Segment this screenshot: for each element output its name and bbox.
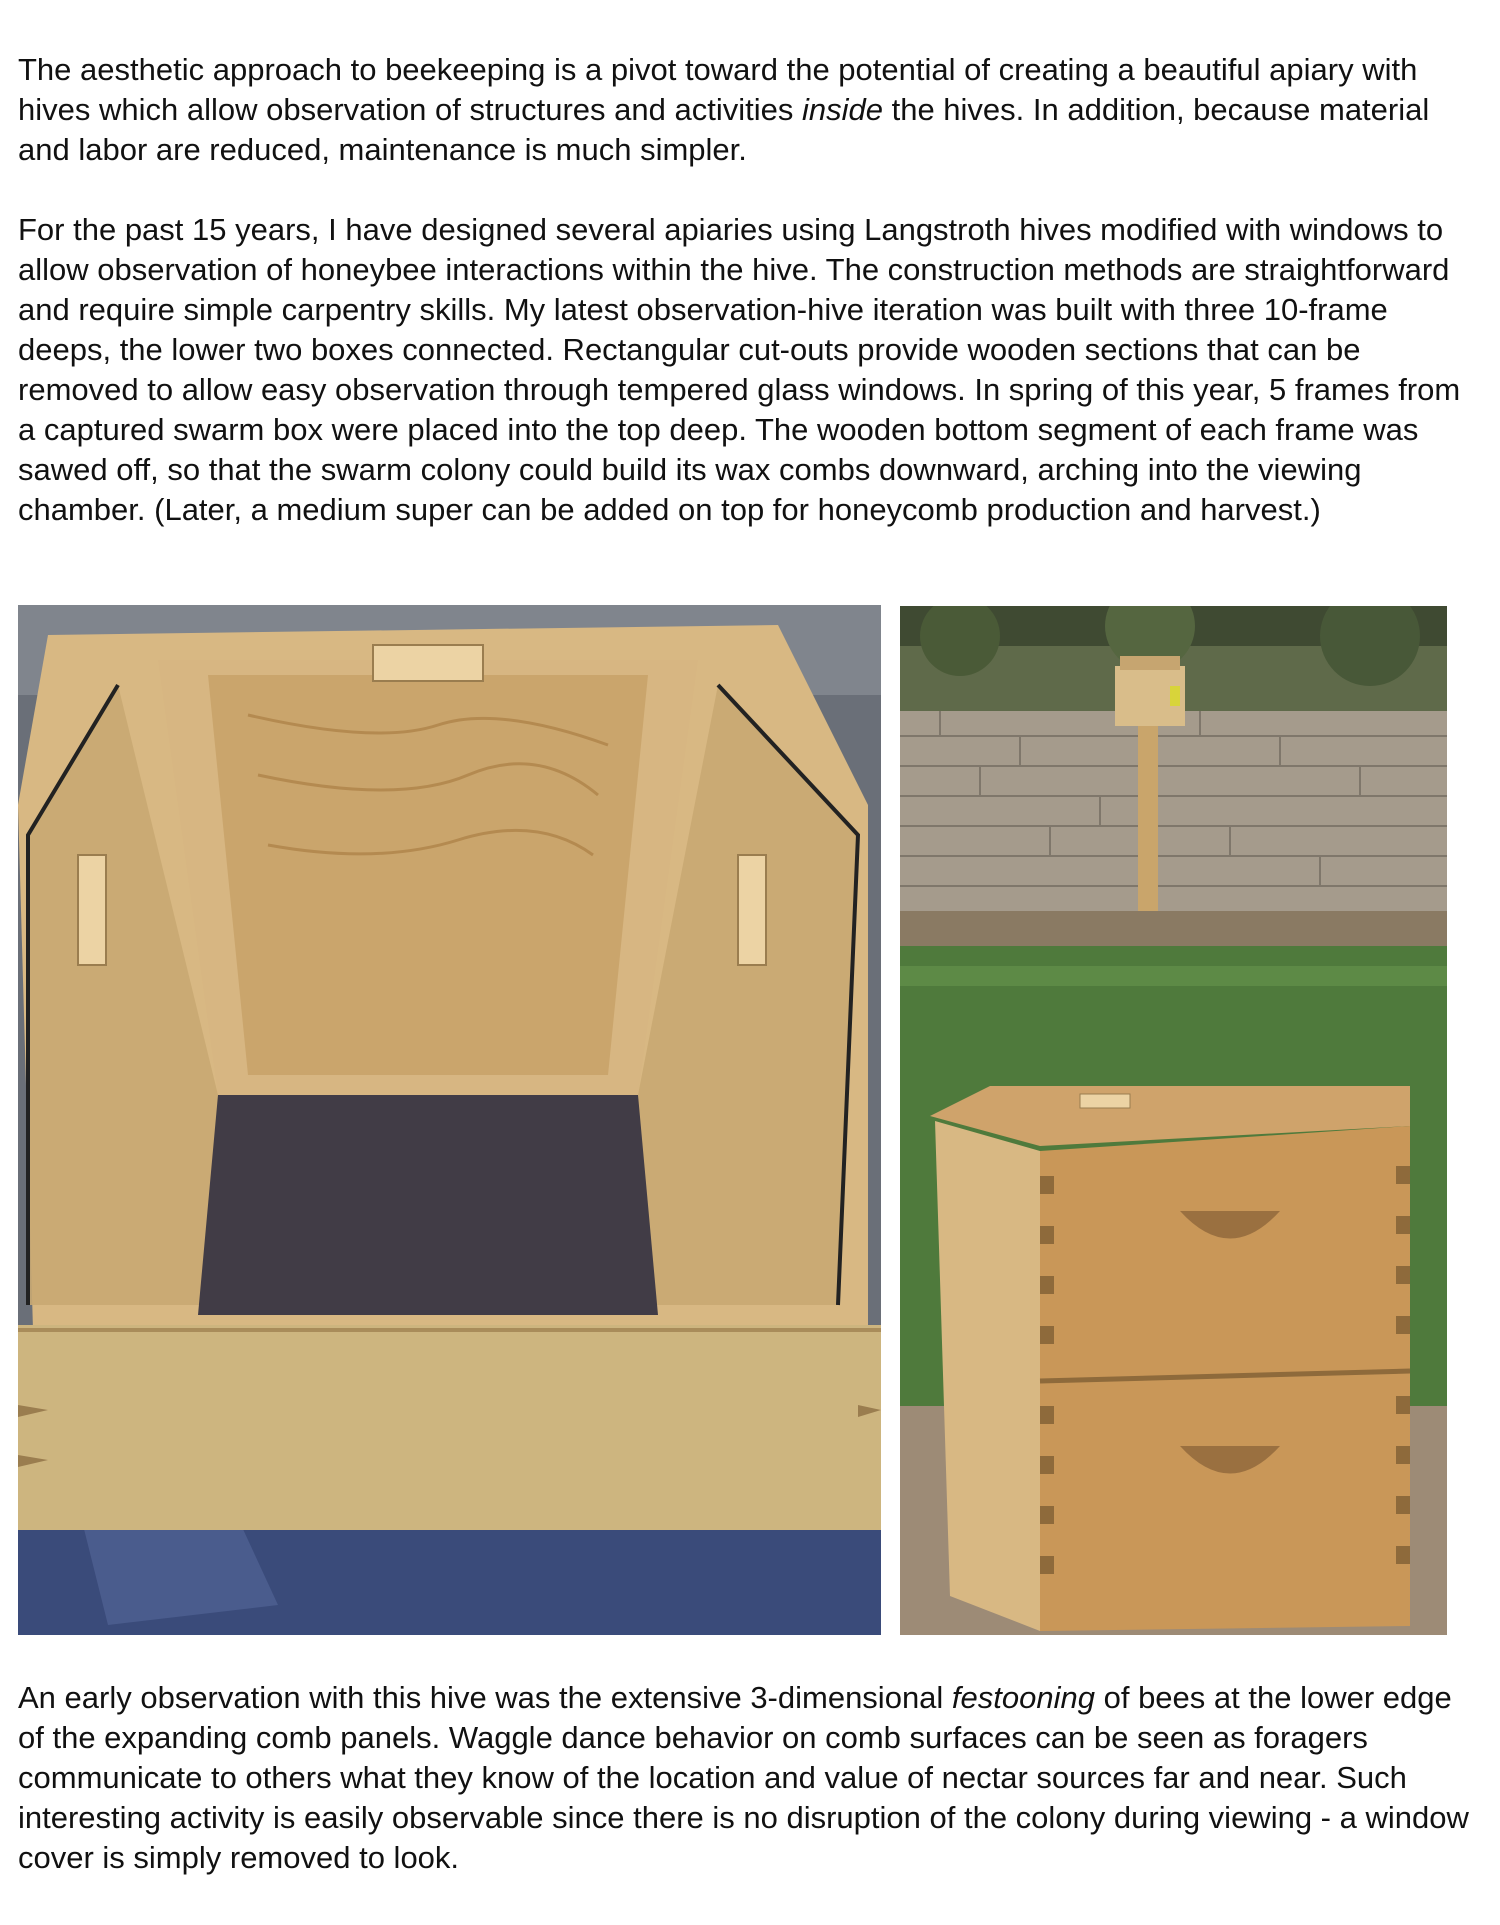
intro-text-start: The aesthetic approach to beekeeping is a pivot toward the potential of creating a beautiful apiary with hives which allow observation of structures and activities — [18, 52, 1418, 127]
observation-paragraph — [18, 1678, 1484, 1878]
design-paragraph: For the past 15 years, I have designed several apiaries using Langstroth hives modified with windows to allow observation of honeybee interactions within the hive. The construction methods are straightforward and require simple carpentry skills. My latest observation-hive iteration was built with three 10-frame deeps, the lower two boxes connected. Rectangular cut-outs provide wooden sections that can be removed to allow easy observation through tempered glass windows. In spring of this year, 5 frames from a captured swarm box were placed into the top deep. The wooden bottom segment of each frame was sawed off, so that the swarm colony could build its wax combs downward, arching into the viewing chamber. (Later, a medium super can be added on top for honeycomb production and harvest.) — [18, 212, 1461, 527]
hive-outdoor-illustration — [900, 606, 1447, 1635]
hive-outdoor-photo — [900, 606, 1447, 1635]
hive-interior-illustration — [18, 605, 881, 1635]
intro-italic-word: inside — [801, 92, 883, 127]
observation-text-start: An early observation with this hive was the extensive 3-dimensional — [18, 1680, 952, 1715]
observation-text-end: of bees at the lower edge of the expanding comb panels. Waggle dance behavior on comb surfaces can be seen as foragers communicate to others what they know of the location and value of nectar sources far and near. Such interesting activity is easily observable since there is no disruption of the colony during viewing - a window cover is simply removed to look. — [18, 1680, 1469, 1875]
intro-text-end: the hives. In addition, because material and labor are reduced, maintenance is much simpler. — [18, 92, 1430, 167]
hive-interior-photo — [18, 605, 881, 1635]
intro-paragraph — [18, 50, 1484, 170]
observation-italic-word: festooning — [951, 1680, 1095, 1715]
